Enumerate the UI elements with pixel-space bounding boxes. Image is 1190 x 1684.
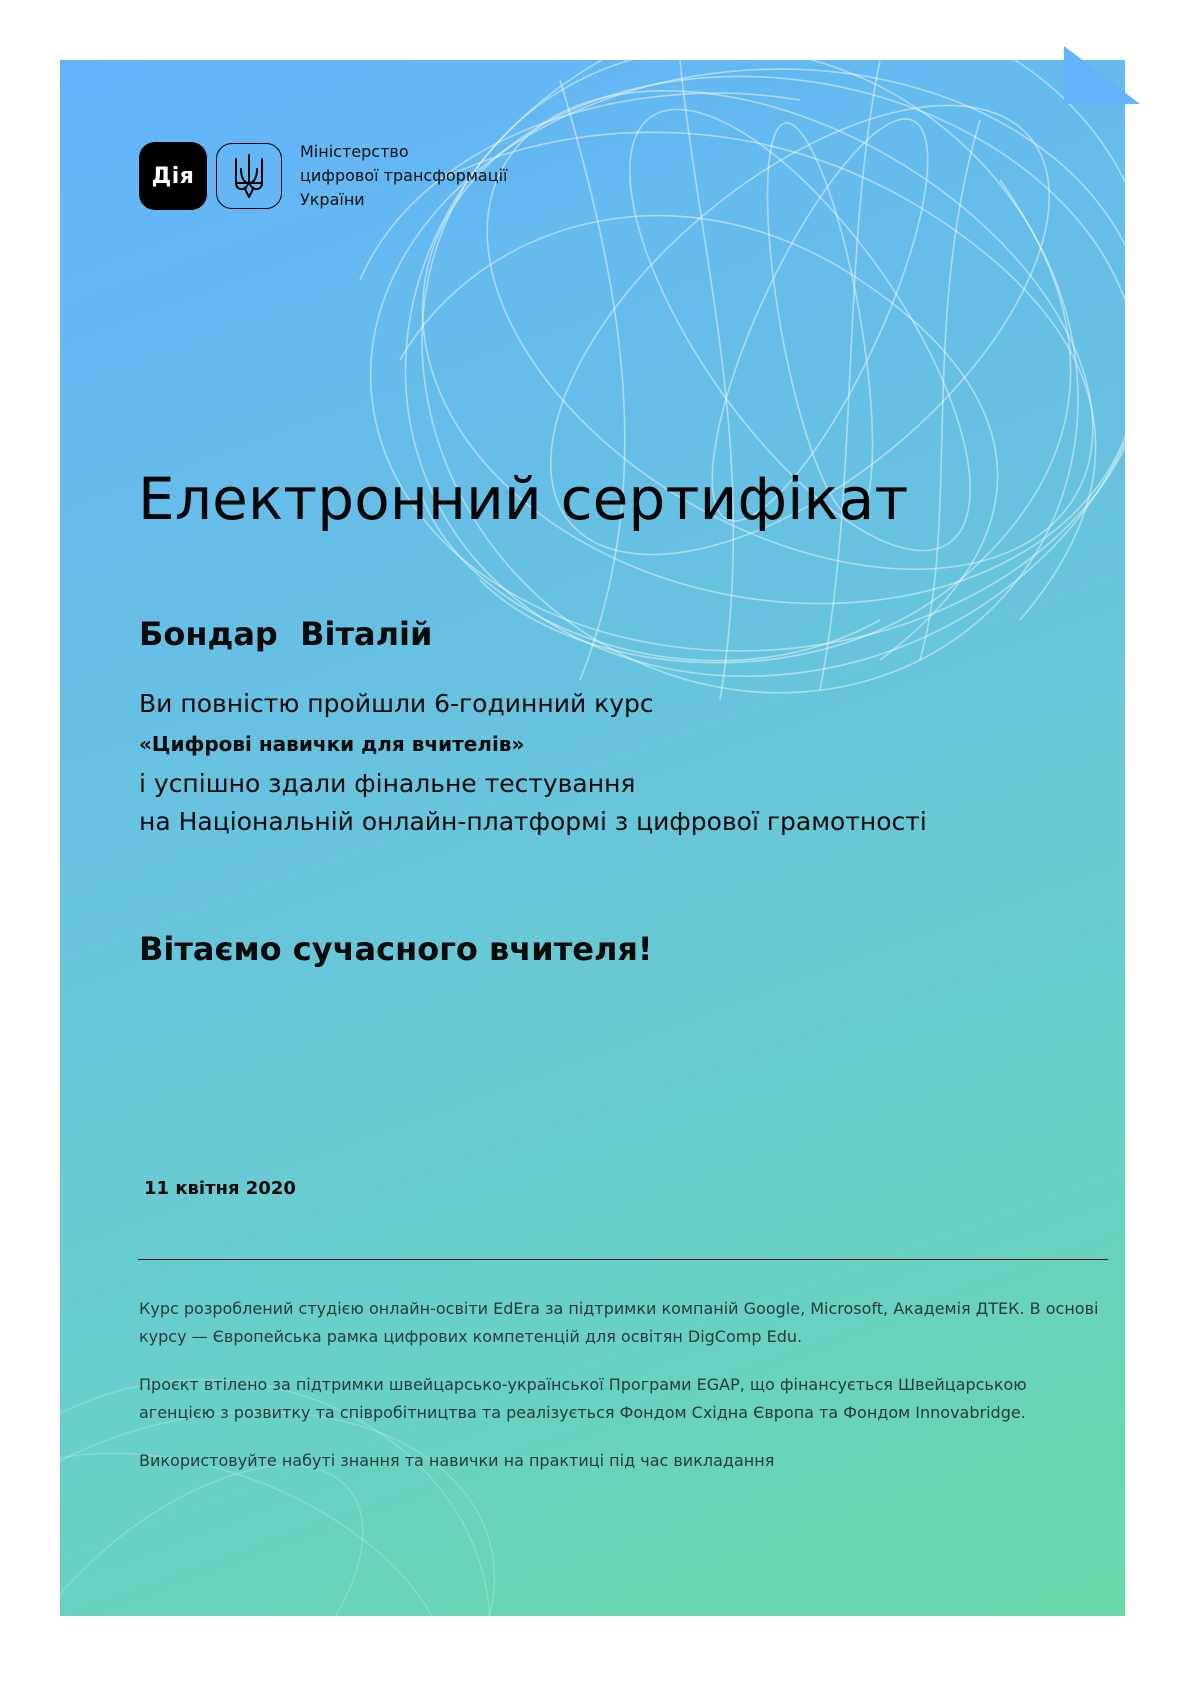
- footer-paragraph-2: Проєкт втілено за підтримки швейцарсько-української Програми EGAP, що фінансується Швейцарською агенцією з розвитку та співробітництва та реалізується Фондом Східна Європа та Фондом Innovabridge.: [139, 1375, 1027, 1422]
- corner-fold-icon: [1064, 46, 1140, 122]
- testing-line: і успішно здали фінальне тестування: [139, 769, 636, 798]
- header: [139, 140, 507, 212]
- course-intro: Ви повністю пройшли 6-годинний курс: [139, 689, 654, 718]
- course-name: «Цифрові навички для вчителів»: [139, 732, 525, 756]
- certificate-title: Електронний сертифікат: [138, 465, 909, 533]
- diia-logo: [139, 142, 207, 210]
- footer-paragraph-3: Використовуйте набуті знання та навички на практиці під час викладання: [139, 1451, 775, 1470]
- platform-line: на Національній онлайн-платформі з цифрової грамотності: [139, 807, 927, 836]
- recipient-name: Бондар Віталій: [139, 615, 433, 653]
- trident-icon: [232, 153, 266, 199]
- ministry-line1: Міністерство: [300, 142, 409, 161]
- ministry-line2: цифрової трансформації: [300, 166, 508, 185]
- greeting: Вітаємо сучасного вчителя!: [139, 930, 653, 968]
- ministry-line3: України: [300, 190, 365, 209]
- footer: [139, 1295, 1099, 1495]
- footer-paragraph-1: Курс розроблений студією онлайн-освіти EdEra за підтримки компаній Google, Microsoft, Академія ДТЕК. В основі курсу — Європейська рамка цифрових компетенцій для освітян DigComp Edu.: [139, 1299, 1099, 1346]
- trident-logo: [216, 143, 282, 209]
- certificate-body: [139, 685, 927, 841]
- diia-logo-text: Дія: [151, 163, 195, 189]
- certificate-page: [60, 60, 1125, 1616]
- issue-date: 11 квітня 2020: [144, 1178, 296, 1199]
- divider: [138, 1259, 1108, 1260]
- ministry-name: [300, 140, 507, 212]
